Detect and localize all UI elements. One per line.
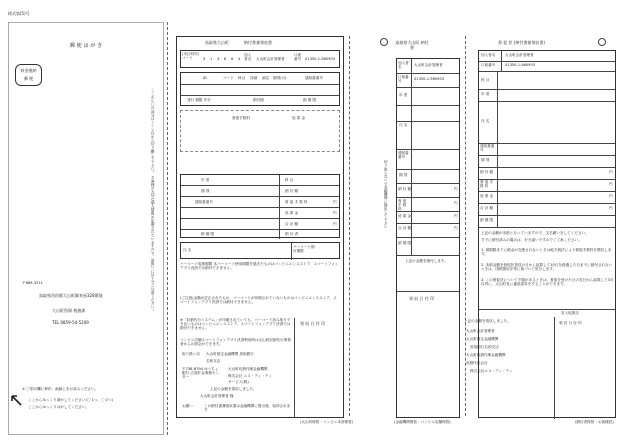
copy-subscriber-label: 加入者名 [398,61,409,70]
receipt-subscriber-label: 加入者名 [481,53,496,57]
copy-footer: (金融機関保管・コンビニ店舗保管) [394,420,451,424]
notice-stamp-label: 領 収 日 付 印 [300,321,326,326]
notice-name-row [180,242,340,259]
receipt-line: 鳥取銀行名和支店 [470,345,499,349]
notice-id-grid [180,72,340,106]
notice-no-label: 通知書番号 [195,200,213,204]
yen-unit: 円 [454,226,458,230]
receipt-line: 大山町指定金融機関 [466,337,499,341]
receipt-line: 大山町収納代理金融機関 [466,353,506,357]
yen-unit: 円 [333,211,337,215]
receipt-note: 3. この督促状について不服があるときは、督促を受けた日の翌日から起算して3月以内に、大山町長に審査請求をすることができます。 [481,278,614,287]
receipt-agent-title: 収入取扱店 [561,311,579,315]
due-amount-label: 納 付 額 [285,189,299,193]
code-digit: 1 [210,57,213,61]
amount-label: 納 期 限 [303,98,317,102]
copy-side-text: 切り取らないで金融機関に提出して下さい [384,160,389,229]
postcard-footer2: ここからゆっくり剥がしてください(〇 1つ、〇 2つ) [28,398,113,402]
grid-header: 詳細 [250,76,258,80]
barcode-label: バーコード納付期限 [293,245,315,254]
account-label: 口座番号 [294,53,302,62]
copy-row-label: 通知書番号 [398,151,409,160]
perforation-line-1 [167,22,168,435]
agent-line3: 〒738-8794 ゆうちょ銀行 広島貯金事務センター [182,367,220,380]
receipt-line: 大山町会計管理者 [466,329,495,333]
period-label: 発行 期限 年分 [187,98,211,102]
receipt-row-label: 氏 名 [481,119,490,123]
copy-row-label: 督 促 手 数 料 [398,199,407,212]
receipt-row-label: 合 計 額 [480,206,494,210]
postcard-address: 鳥取県西伯郡大山町御来屋328番地 [39,293,103,298]
copy-row-label: 納 付 額 [398,187,412,191]
perforation-line-2 [349,36,350,416]
postage-stamp-box [15,64,42,86]
yen-unit: 円 [609,170,613,174]
receipt-stamp-label: 領 収 日 付 印 [559,321,582,325]
receipt-account-label: 口座番号 [481,63,496,67]
receipt-footer: (納付者保管・お客様控) [575,420,614,424]
year-label: 年 度 [201,178,210,182]
yen-unit: 円 [333,222,337,226]
grid-header: 通知書番号 [305,76,323,80]
agent-line1: 大山町指定金融機関 鳥取銀行 [206,352,254,356]
total-label: 合 計 額 [285,222,299,226]
receipt-note: 上記の金額が未納となっていますので、支払願いをしてください。 [481,231,589,235]
receipt-note: 1. 納期限までに税金が完納されないときは地方税法により督促手数料を徴収します。 [481,248,612,257]
receipt-header: 督 促 状 (納付書兼領収書) [498,40,545,45]
copy-row-label: 期 別 [399,173,408,177]
copy-account-no: 01350-1-960903 [414,77,445,81]
punch-circle-icon [598,38,606,46]
code-digit: 8 [224,57,227,61]
agent-line6: 株式会社 エヌ・ティ・ティ [228,374,272,378]
grid-header: 調定 [262,76,270,80]
receipt-row-label: 延 滞 金 [480,194,494,198]
perforation-line-3 [465,36,466,416]
copy-row-label: 延 滞 金 [398,214,412,218]
receipt-row-label: 納 付 額 [480,170,494,174]
convenience-note: コンビニ店舗スマートフォンアプリ決済利用時は大山町収納代行事業者からの照会ができます。 [180,338,291,347]
copy-row-label: 納 期 限 [398,241,412,245]
copy-row-label: 氏 名 [399,123,408,127]
notice-detail-area [180,110,340,152]
fee-label: 督 促 手 数 料 [285,200,308,204]
copy-account-label: 口座番号 [398,75,409,84]
copy-subscriber: 大山町会計管理者 [414,63,443,67]
name-label: 氏 名 [183,248,192,252]
code-digit: 4 [238,57,241,61]
receipt-row-label: 納 期 限 [480,218,494,222]
notice-caution2: ※「収納代行システム」が印刷されていても、バーコード読み取りできないものはコンビニエンスストア、スマートフォンアプリ決済では納付できません。 [180,318,291,331]
copy-header: 鳥取県大山町 納付書 [395,40,429,50]
period2-label: 期 別 [201,189,210,193]
arrears2-label: 延 滞 金 [285,211,299,215]
postcard-zip: 〒689-3211 [22,281,43,285]
agent-line7: サービス(株) [228,380,249,384]
receipt-row-label: 期 別 [481,158,490,162]
notice-code-row [180,50,340,68]
grid-header: ID [203,76,207,80]
receipt-panel [478,50,616,418]
copy-panel [396,58,460,418]
yen-unit: 円 [454,187,458,191]
notice-footer: (大山町保管・コンビニ本部保管) [300,420,354,424]
receipt-subscriber: 大山町会計管理者 [505,53,534,57]
notice-header-left: 鳥取県大山町 [205,40,229,45]
notice-note2: この納付書兼領収書は金融機関に提示後、返却されます [204,404,291,413]
receipt-note: すでに納付済みの場合は、行き違いですのでご了承ください。 [481,238,582,242]
yen-unit: 円 [454,214,458,218]
delay-fee-label: 延 滞 金 [292,116,306,120]
grid-header: コード [223,76,234,80]
receipt-row-label: 通知書番号 [480,144,495,153]
receipt-row-label: 年 度 [481,92,490,96]
copy-note1: 上記の金額を納付します。 [405,259,448,263]
receipt-line: 収納代行会社 [466,361,488,365]
postcard-office: 大山町役場 税務課 [52,308,86,313]
copy-row-label: 合 計 額 [398,226,412,230]
notice-note1: 上記の金額を領収しました。 [210,387,257,391]
notice-amount-table [180,174,340,238]
receipt-account-no: 01350-1-960903 [505,63,536,67]
yen-unit: 円 [609,182,613,186]
code-digit: 3 [217,57,220,61]
arrears-fee-label: 督促手数料 [232,116,250,120]
receipt-row-label: 督 促 手 数 料 [480,180,494,189]
grid-header: 期別(月) [273,76,287,80]
stamp-line1: 料金後納 [20,68,37,73]
postcard-side-note: ここから〇の部分はミシン目から切り離して下さい。 お客様の大切な個人情報が記載されていますので、取扱いには十分ご注意ください。 [151,88,156,313]
form-label: 様式第(5)号 [8,11,30,16]
subscriber-name: 大山町会計管理者 [256,57,285,61]
payee-label: 納 付 者 [285,232,299,236]
postcard-tel: TEL 0859-54-5209 [52,320,89,325]
subscriber-label: 加入者名 [244,53,252,62]
postcard-footer3: ここからゆっくりはがしてください。 [28,405,90,409]
copy-row-label: 年 度 [399,93,408,97]
peel-arrow-icon [9,393,23,407]
receipt-row-label: 科 目 [481,78,490,82]
yen-unit: 円 [333,200,337,204]
postcard-footer1: ① 〇型の欄に押印、画線上をお読みください。 [22,387,99,391]
postcard-title: 郵 便 は が き [69,43,103,49]
yen-unit: 円 [609,194,613,198]
receipt-line: 株式会社エヌ・ティ・ティ [470,369,513,373]
due-date-label: 納 期 限 [201,232,215,236]
yen-unit: 円 [454,201,458,205]
notice-note3: お願い [182,404,193,408]
account-number: 01350-1-960903 [305,57,336,61]
stamp-line2: 郵 便 [23,76,34,81]
kind-label: 科 目 [285,178,294,182]
institution-code-label: (市区町村)コード [182,52,200,61]
agent-line2: 名和支店 [206,359,221,363]
barcode-notice: バーコード取扱期限 本バーコード使用期限を過ぎたものはコンビニエンスストア、スマートフォンアプリ決済では納付できません。 [180,262,339,271]
copy-stamp-label: 領 収 日 付 印 [409,296,435,301]
grid-header: 科目 [238,76,246,80]
code-digit: 3 [203,57,206,61]
notice-note4: 大山町会計管理者 様 [200,394,234,398]
due-label: 納付期 [253,98,264,102]
agent-label1: 取り扱い店 [182,352,200,356]
notice-caution: (ご注意)金額が訂正されたもの、バーコードが印刷されていないものはコンビニエンスストア、スマートフォンアプリ決済では納付できません。 [180,296,337,305]
code-digit: 6 [231,57,234,61]
notice-header-title: 納付書兼領収書 [244,40,272,45]
receipt-note1: 上記の金額を領収しました。 [464,319,511,323]
punch-circle-icon [380,38,388,46]
yen-unit: 円 [609,206,613,210]
agent-line4: 大山町収納代理金融機関 [228,367,268,371]
receipt-note: 2. 未納金額を督促状発送の日から起算して10日を経過した日までに納付されないときは、国税徴収法等に基づいて処分します。 [481,263,613,272]
